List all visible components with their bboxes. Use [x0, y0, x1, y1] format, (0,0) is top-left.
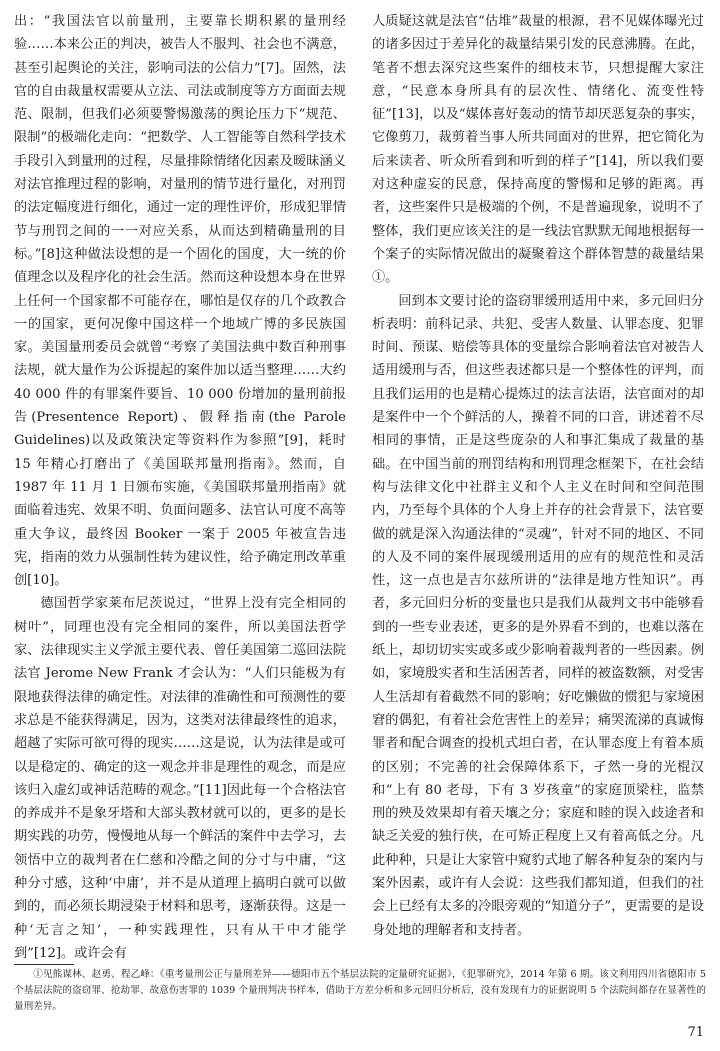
footnote-text: ①见熊谋林、赵勇、程乙峰：《重考量刑公正与量刑差异——德阳市五个基层法院的定量研究证据》，《犯罪研究》，2014 年第 6 期。该文利用四川省德阳市 5 个基层法院的盗窃罪、抢劫罪、故意伤害罪的 1039 个量刑判决书样本，借助于方差分析和多元回归分析后，没有发现有力的证据说明 5 个法院间都存在显著性的量刑差异。: [14, 969, 706, 1012]
paragraph: 回到本文要讨论的盗窃罪缓刑适用中来，多元回归分析表明：前科记录、共犯、受害人数量、认罪态度、犯罪时间、预谋、赔偿等具体的变量综合影响着法官对被告人适用缓刑与否，但这些表述都只是一个整体性的评判，而且我们运用的也是精心提炼过的法言法语，法官面对的却是案件中一个个鲜活的人，操着不同的口音，讲述着不尽相同的事情，正是这些庞杂的人和事汇集成了裁量的基础。在中国当前的刑罚结构和刑罚理念框架下，在社会结构与法律文化中社群主义和个人主义在时间和空间范围内，乃至每个具体的个人身上并存的社会背景下，法官要做的就是深入沟通法律的“灵魂”，针对不同的地区、不同的人及不同的案件展现缓刑适用的应有的规范性和灵活性，这一点也是吉尔兹所讲的“法律是地方性知识”。再者，多元回归分析的变量也只是我们从裁判文书中能够看到的一些专业表述，更多的是外界看不到的，也难以落在纸上，却切切实实或多或少影响着裁判者的一些因素。例如，家境殷实者和生活困苦者，同样的被盗数额，对受害人生活却有着截然不同的影响；好吃懒做的惯犯与家境困窘的偶犯，有着社会危害性上的差异；痛哭流涕的真诚悔罪者和配合调查的投机式坦白者，在认罪态度上有着本质的区别；不完善的社会保障体系下，孑然一身的光棍汉和“上有 80 老母，下有 3 岁孩童”的家庭顶梁柱，监禁刑的殃及效果却有着天壤之分；家庭和睦的误入歧途者和缺乏关爱的独行侠，在可矫正程度上又有着高低之分。凡此种种，只是让大家管中窥豹式地了解各种复杂的案内与案外因素，或许有人会说：这些我们都知道，但我们的社会上已经有太多的冷眼旁观的“知道分子”，更需要的是设身处地的理解者和支持者。: [372, 293, 704, 938]
paragraph: 人质疑这就是法官“估堆”裁量的根源，君不见媒体曝光过的诸多因过于差异化的裁量结果引发的民意沸腾。在此，笔者不想去深究这些案件的细枝末节，只想提醒大家注意，“民意本身所具有的层次性、情绪化、流变性特征”[13]，以及“媒体喜好轰动的情节却厌恶复杂的事实，它像剪刀，裁剪着当事人所共同面对的世界，把它简化为后来读者、听众所看到和听到的样子”[14]，所以我们要对这种虚妄的民意，保持高度的警惕和足够的距离。再者，这些案件只是极端的个例，不是普遍现象，说明不了整体，我们更应该关注的是一线法官默默无闻地根据每一个案子的实际情况做出的凝聚着这个群体智慧的裁量结果①。: [372, 14, 704, 286]
footnote-divider: [14, 964, 74, 965]
paragraph: 出：“我国法官以前量刑，主要靠长期积累的量刑经验……本来公正的判决，被告人不服判、社会也不满意，甚至引起舆论的关注，影响司法的公信力”[7]。固然，法官的自由裁量权需要从立法、司法或制度等方方面面去规范、限制，但我们必须要警惕激荡的舆论压力下“规范、限制”的极端化走向：“把数学、人工智能等自然科学技术手段引入到量刑的过程，尽量排除情绪化因素及暧昧涵义对法官推理过程的影响，对量刑的情节进行量化，对刑罚的法定幅度进行细化，通过一定的理性评价，形成犯罪情节与刑罚之间的一一对应关系，从而达到精确量刑的目标。”[8]这种做法设想的是一个固化的国度，大一统的价值理念以及程序化的社会生活。然而这种设想本身在世界上任何一个国家都不可能存在，哪怕是仅存的几个政教合一的国家，更何况像中国这样一个地域广博的多民族国家。美国量刑委员会就曾“考察了美国法典中数百种刑事法规，就大量作为公诉提起的案件加以适当整理……大约 40 000 件的有罪案件要旨、10 000 份增加的量刑前报告(Presentence Report)、假释指南(the Parole Guidelines)以及政策決定等资料作为参照”[9]，耗时 15 年精心打磨出了《美国联邦量刑指南》。然而，自 1987 年 11 月 1 日颁布实施，《美国联邦量刑指南》就面临着违宪、效果不明、负面问题多、法官认可度不高等重大争议，最终因 Booker 一案于 2005 年被宣告违宪，指南的效力从强制性转为建议性，给予确定刑改革重创[10]。: [14, 14, 346, 589]
page-number: 71: [687, 1025, 704, 1040]
right-column: [372, 10, 704, 942]
left-column: [14, 10, 346, 965]
footnote: [14, 967, 706, 1015]
paragraph: 德国哲学家莱布尼茨说过，“世界上没有完全相同的树叶”，同理也没有完全相同的案件，所以美国法哲学家、法律现实主义学派主要代表、曾任美国第二巡回法院法官 Jerome New Frank 才会认为：“人们只能极为有限地获得法律的确定性。对法律的准确性和可预测性的要求总是不能获得满足，因为，这类对法律最终性的追求，超越了实际可欲可得的现实……这是说，认为法律是或可以是稳定的、确定的这一观念并非是理性的观念，而是应该归入虚幻或神话范畴的观念。”[11]因此每一个合格法官的养成并不是象牙塔和大部头教材就可以的，更多的是长期实践的功劳，慢慢地从每一个鲜活的案件中去学习，去领悟中立的裁判者在仁慈和冷酷之间的分寸与中庸，“这种分寸感，这种‘中庸’，并不是从道理上搞明白就可以做到的，而必须长期浸染于材料和思考，逐渐获得。这是一种‘无言之知’，一种实践理性，只有从干中才能学到”[12]。或许会有: [14, 596, 346, 961]
